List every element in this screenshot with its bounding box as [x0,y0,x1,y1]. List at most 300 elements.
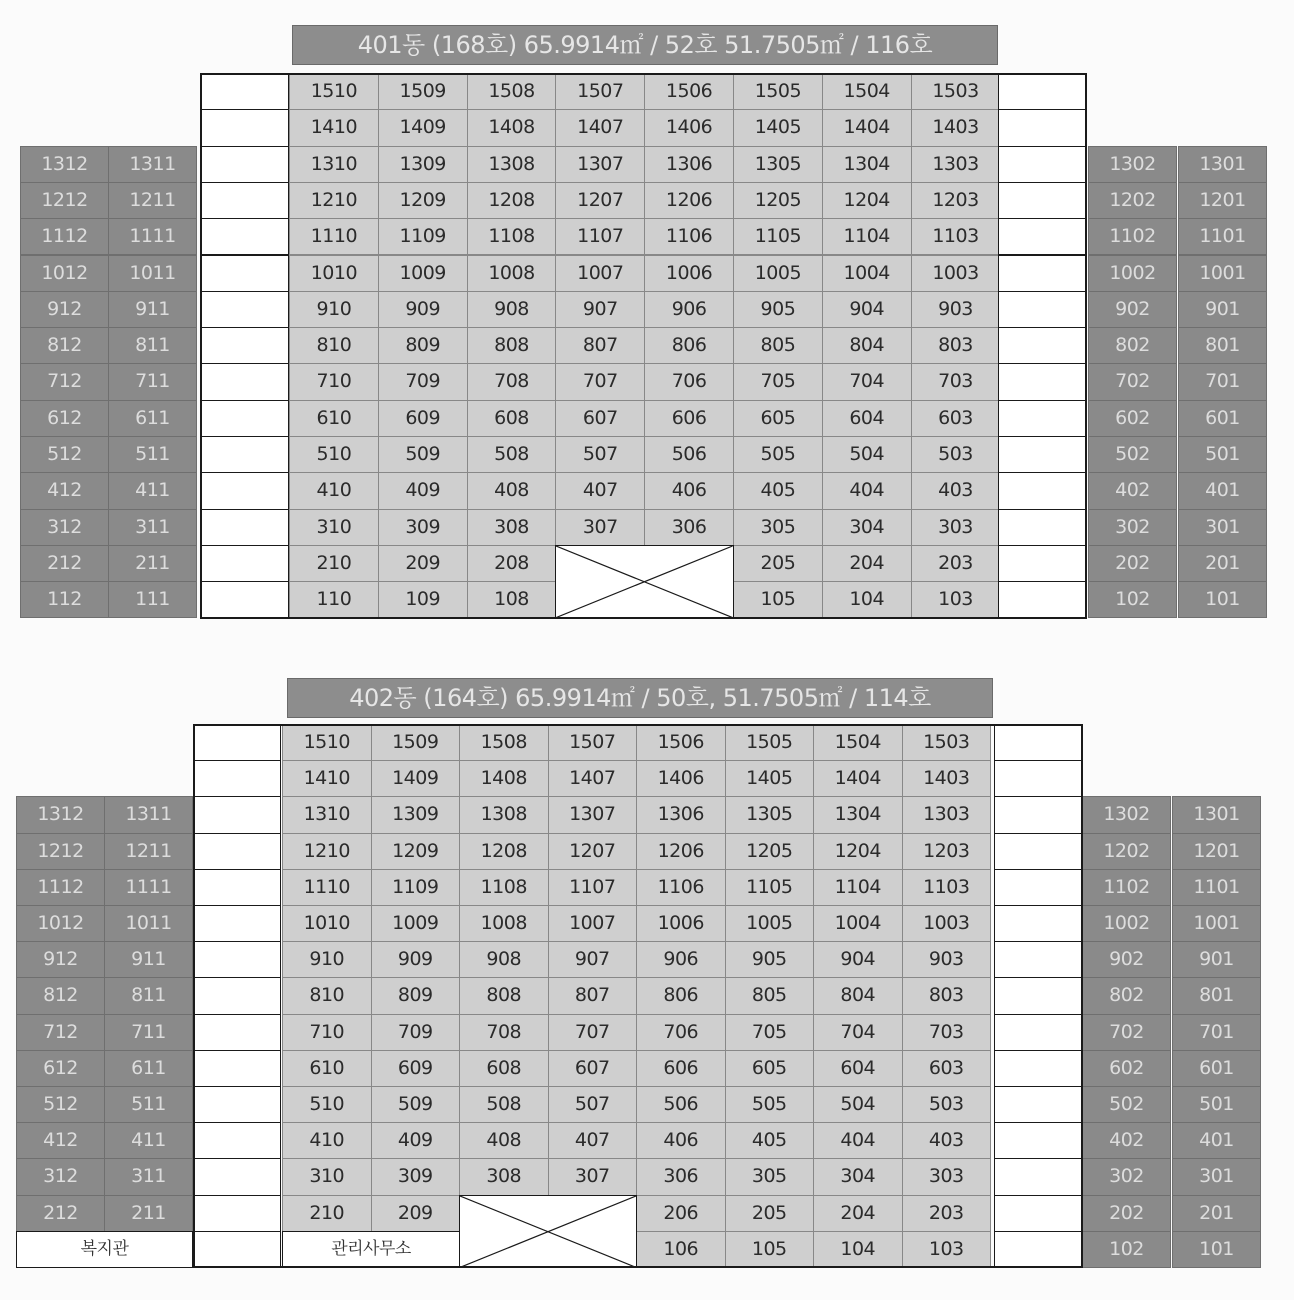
unit-cell-1410[interactable]: 1410 [282,760,372,797]
unit-cell-410[interactable]: 410 [289,472,379,509]
right-wing-unit-1202[interactable]: 1202 [1088,182,1177,219]
unit-cell-308[interactable]: 308 [459,1158,549,1195]
unit-cell-509[interactable]: 509 [378,436,468,473]
unit-cell-1509[interactable]: 1509 [378,73,468,110]
unit-cell-210[interactable]: 210 [282,1195,372,1232]
unit-cell-1507[interactable]: 1507 [548,724,638,761]
right-wing-unit-402[interactable]: 402 [1082,1122,1171,1159]
unit-cell-406[interactable]: 406 [644,472,734,509]
unit-cell-307[interactable]: 307 [555,509,645,546]
left-wing-unit-1012[interactable]: 1012 [16,905,105,942]
unit-cell-507[interactable]: 507 [555,436,645,473]
unit-cell-806[interactable]: 806 [636,977,726,1014]
unit-cell-1009[interactable]: 1009 [371,905,461,942]
unit-cell-605[interactable]: 605 [725,1050,815,1087]
right-wing-unit-301[interactable]: 301 [1172,1158,1261,1195]
unit-cell-604[interactable]: 604 [813,1050,903,1087]
right-wing-unit-1302[interactable]: 1302 [1088,146,1177,183]
unit-cell-707[interactable]: 707 [548,1014,638,1051]
left-wing-unit-911[interactable]: 911 [104,941,193,978]
unit-cell-809[interactable]: 809 [371,977,461,1014]
left-wing-unit-311[interactable]: 311 [104,1158,193,1195]
unit-cell-1209[interactable]: 1209 [378,182,468,219]
left-wing-unit-712[interactable]: 712 [16,1014,105,1051]
left-wing-unit-512[interactable]: 512 [20,436,109,473]
unit-cell-608[interactable]: 608 [459,1050,549,1087]
unit-cell-704[interactable]: 704 [813,1014,903,1051]
left-wing-unit-412[interactable]: 412 [16,1122,105,1159]
unit-cell-1308[interactable]: 1308 [459,796,549,833]
unit-cell-1310[interactable]: 1310 [282,796,372,833]
unit-cell-803[interactable]: 803 [902,977,992,1014]
unit-cell-1108[interactable]: 1108 [459,869,549,906]
right-wing-unit-401[interactable]: 401 [1178,472,1267,509]
left-wing-unit-1312[interactable]: 1312 [16,796,105,833]
unit-cell-904[interactable]: 904 [822,291,912,328]
unit-cell-609[interactable]: 609 [371,1050,461,1087]
unit-cell-1506[interactable]: 1506 [636,724,726,761]
right-wing-unit-602[interactable]: 602 [1082,1050,1171,1087]
right-wing-unit-802[interactable]: 802 [1088,327,1177,364]
unit-cell-1403[interactable]: 1403 [911,109,1001,146]
left-wing-unit-812[interactable]: 812 [16,977,105,1014]
right-wing-unit-901[interactable]: 901 [1172,941,1261,978]
unit-cell-1304[interactable]: 1304 [813,796,903,833]
right-wing-unit-1201[interactable]: 1201 [1178,182,1267,219]
unit-cell-609[interactable]: 609 [378,400,468,437]
unit-cell-809[interactable]: 809 [378,327,468,364]
unit-cell-103[interactable]: 103 [911,581,1001,618]
unit-cell-204[interactable]: 204 [813,1195,903,1232]
unit-cell-1004[interactable]: 1004 [822,255,912,292]
right-wing-unit-601[interactable]: 601 [1178,400,1267,437]
left-wing-unit-1311[interactable]: 1311 [104,796,193,833]
unit-cell-308[interactable]: 308 [467,509,557,546]
left-wing-unit-512[interactable]: 512 [16,1086,105,1123]
unit-cell-106[interactable]: 106 [636,1231,726,1268]
left-wing-unit-912[interactable]: 912 [20,291,109,328]
left-wing-unit-1112[interactable]: 1112 [20,218,109,255]
unit-cell-510[interactable]: 510 [282,1086,372,1123]
unit-cell-307[interactable]: 307 [548,1158,638,1195]
unit-cell-409[interactable]: 409 [378,472,468,509]
right-wing-unit-501[interactable]: 501 [1172,1086,1261,1123]
right-wing-unit-801[interactable]: 801 [1172,977,1261,1014]
unit-cell-1309[interactable]: 1309 [371,796,461,833]
left-wing-unit-1111[interactable]: 1111 [108,218,197,255]
unit-cell-104[interactable]: 104 [813,1231,903,1268]
left-wing-unit-812[interactable]: 812 [20,327,109,364]
unit-cell-904[interactable]: 904 [813,941,903,978]
right-wing-unit-902[interactable]: 902 [1088,291,1177,328]
left-wing-unit-811[interactable]: 811 [104,977,193,1014]
unit-cell-1507[interactable]: 1507 [555,73,645,110]
right-wing-unit-202[interactable]: 202 [1082,1195,1171,1232]
unit-cell-506[interactable]: 506 [644,436,734,473]
unit-cell-103[interactable]: 103 [902,1231,992,1268]
unit-cell-1303[interactable]: 1303 [902,796,992,833]
unit-cell-1306[interactable]: 1306 [636,796,726,833]
left-wing-unit-1211[interactable]: 1211 [104,833,193,870]
unit-cell-908[interactable]: 908 [459,941,549,978]
unit-cell-1508[interactable]: 1508 [467,73,557,110]
left-wing-unit-612[interactable]: 612 [20,400,109,437]
unit-cell-1005[interactable]: 1005 [725,905,815,942]
right-wing-unit-302[interactable]: 302 [1082,1158,1171,1195]
right-wing-unit-502[interactable]: 502 [1082,1086,1171,1123]
left-wing-unit-1212[interactable]: 1212 [16,833,105,870]
unit-cell-208[interactable]: 208 [467,545,557,582]
unit-cell-1504[interactable]: 1504 [822,73,912,110]
unit-cell-1204[interactable]: 1204 [813,833,903,870]
unit-cell-509[interactable]: 509 [371,1086,461,1123]
unit-cell-906[interactable]: 906 [636,941,726,978]
left-wing-unit-611[interactable]: 611 [104,1050,193,1087]
unit-cell-210[interactable]: 210 [289,545,379,582]
unit-cell-1006[interactable]: 1006 [644,255,734,292]
unit-cell-910[interactable]: 910 [282,941,372,978]
unit-cell-407[interactable]: 407 [548,1122,638,1159]
unit-cell-1508[interactable]: 1508 [459,724,549,761]
unit-cell-1408[interactable]: 1408 [459,760,549,797]
left-wing-unit-211[interactable]: 211 [108,545,197,582]
unit-cell-806[interactable]: 806 [644,327,734,364]
unit-cell-407[interactable]: 407 [555,472,645,509]
unit-cell-907[interactable]: 907 [548,941,638,978]
unit-cell-707[interactable]: 707 [555,363,645,400]
left-wing-unit-711[interactable]: 711 [108,363,197,400]
right-wing-unit-702[interactable]: 702 [1088,363,1177,400]
left-wing-unit-1011[interactable]: 1011 [108,255,197,292]
unit-cell-1409[interactable]: 1409 [378,109,468,146]
unit-cell-1206[interactable]: 1206 [644,182,734,219]
right-wing-unit-1102[interactable]: 1102 [1088,218,1177,255]
unit-cell-1407[interactable]: 1407 [548,760,638,797]
unit-cell-1407[interactable]: 1407 [555,109,645,146]
unit-cell-1207[interactable]: 1207 [555,182,645,219]
unit-cell-1007[interactable]: 1007 [548,905,638,942]
unit-cell-1310[interactable]: 1310 [289,146,379,183]
unit-cell-908[interactable]: 908 [467,291,557,328]
unit-cell-209[interactable]: 209 [371,1195,461,1232]
unit-cell-1305[interactable]: 1305 [725,796,815,833]
unit-cell-905[interactable]: 905 [733,291,823,328]
unit-cell-405[interactable]: 405 [733,472,823,509]
unit-cell-304[interactable]: 304 [813,1158,903,1195]
unit-cell-1503[interactable]: 1503 [911,73,1001,110]
unit-cell-204[interactable]: 204 [822,545,912,582]
unit-cell-706[interactable]: 706 [644,363,734,400]
right-wing-unit-302[interactable]: 302 [1088,509,1177,546]
unit-cell-1103[interactable]: 1103 [902,869,992,906]
unit-cell-506[interactable]: 506 [636,1086,726,1123]
left-wing-unit-612[interactable]: 612 [16,1050,105,1087]
unit-cell-1308[interactable]: 1308 [467,146,557,183]
unit-cell-1509[interactable]: 1509 [371,724,461,761]
unit-cell-303[interactable]: 303 [911,509,1001,546]
unit-cell-808[interactable]: 808 [467,327,557,364]
unit-cell-1205[interactable]: 1205 [733,182,823,219]
unit-cell-1004[interactable]: 1004 [813,905,903,942]
unit-cell-306[interactable]: 306 [644,509,734,546]
unit-cell-807[interactable]: 807 [555,327,645,364]
unit-cell-810[interactable]: 810 [282,977,372,1014]
unit-cell-1104[interactable]: 1104 [813,869,903,906]
unit-cell-608[interactable]: 608 [467,400,557,437]
unit-cell-505[interactable]: 505 [725,1086,815,1123]
unit-cell-205[interactable]: 205 [733,545,823,582]
right-wing-unit-301[interactable]: 301 [1178,509,1267,546]
unit-cell-1007[interactable]: 1007 [555,255,645,292]
unit-cell-703[interactable]: 703 [911,363,1001,400]
unit-cell-1103[interactable]: 1103 [911,218,1001,255]
left-wing-unit-1111[interactable]: 1111 [104,869,193,906]
unit-cell-1009[interactable]: 1009 [378,255,468,292]
unit-cell-505[interactable]: 505 [733,436,823,473]
unit-cell-1505[interactable]: 1505 [725,724,815,761]
unit-cell-603[interactable]: 603 [911,400,1001,437]
unit-cell-408[interactable]: 408 [459,1122,549,1159]
unit-cell-1107[interactable]: 1107 [548,869,638,906]
unit-cell-404[interactable]: 404 [813,1122,903,1159]
left-wing-unit-1311[interactable]: 1311 [108,146,197,183]
unit-cell-1505[interactable]: 1505 [733,73,823,110]
unit-cell-1110[interactable]: 1110 [289,218,379,255]
left-wing-unit-511[interactable]: 511 [108,436,197,473]
left-wing-unit-1011[interactable]: 1011 [104,905,193,942]
unit-cell-1307[interactable]: 1307 [548,796,638,833]
unit-cell-1404[interactable]: 1404 [813,760,903,797]
right-wing-unit-401[interactable]: 401 [1172,1122,1261,1159]
unit-cell-1109[interactable]: 1109 [371,869,461,906]
right-wing-unit-1301[interactable]: 1301 [1178,146,1267,183]
left-wing-unit-412[interactable]: 412 [20,472,109,509]
unit-cell-909[interactable]: 909 [371,941,461,978]
unit-cell-410[interactable]: 410 [282,1122,372,1159]
left-wing-unit-611[interactable]: 611 [108,400,197,437]
left-wing-unit-1112[interactable]: 1112 [16,869,105,906]
unit-cell-903[interactable]: 903 [911,291,1001,328]
unit-cell-909[interactable]: 909 [378,291,468,328]
unit-cell-709[interactable]: 709 [371,1014,461,1051]
right-wing-unit-702[interactable]: 702 [1082,1014,1171,1051]
right-wing-unit-1201[interactable]: 1201 [1172,833,1261,870]
unit-cell-903[interactable]: 903 [902,941,992,978]
unit-cell-1010[interactable]: 1010 [289,255,379,292]
unit-cell-705[interactable]: 705 [725,1014,815,1051]
right-wing-unit-901[interactable]: 901 [1178,291,1267,328]
unit-cell-1006[interactable]: 1006 [636,905,726,942]
unit-cell-1209[interactable]: 1209 [371,833,461,870]
unit-cell-110[interactable]: 110 [289,581,379,618]
unit-cell-403[interactable]: 403 [911,472,1001,509]
unit-cell-403[interactable]: 403 [902,1122,992,1159]
unit-cell-409[interactable]: 409 [371,1122,461,1159]
unit-cell-310[interactable]: 310 [282,1158,372,1195]
right-wing-unit-202[interactable]: 202 [1088,545,1177,582]
unit-cell-404[interactable]: 404 [822,472,912,509]
right-wing-unit-1001[interactable]: 1001 [1178,255,1267,292]
unit-cell-1203[interactable]: 1203 [911,182,1001,219]
right-wing-unit-1101[interactable]: 1101 [1178,218,1267,255]
unit-cell-1405[interactable]: 1405 [733,109,823,146]
unit-cell-1305[interactable]: 1305 [733,146,823,183]
unit-cell-1409[interactable]: 1409 [371,760,461,797]
unit-cell-1008[interactable]: 1008 [459,905,549,942]
unit-cell-1510[interactable]: 1510 [282,724,372,761]
unit-cell-610[interactable]: 610 [289,400,379,437]
unit-cell-203[interactable]: 203 [902,1195,992,1232]
unit-cell-406[interactable]: 406 [636,1122,726,1159]
unit-cell-1003[interactable]: 1003 [902,905,992,942]
unit-cell-1307[interactable]: 1307 [555,146,645,183]
left-wing-unit-912[interactable]: 912 [16,941,105,978]
unit-cell-805[interactable]: 805 [725,977,815,1014]
right-wing-unit-201[interactable]: 201 [1172,1195,1261,1232]
right-wing-unit-701[interactable]: 701 [1178,363,1267,400]
unit-cell-504[interactable]: 504 [822,436,912,473]
unit-cell-604[interactable]: 604 [822,400,912,437]
unit-cell-704[interactable]: 704 [822,363,912,400]
unit-cell-309[interactable]: 309 [371,1158,461,1195]
right-wing-unit-602[interactable]: 602 [1088,400,1177,437]
unit-cell-1306[interactable]: 1306 [644,146,734,183]
unit-cell-1506[interactable]: 1506 [644,73,734,110]
unit-cell-304[interactable]: 304 [822,509,912,546]
unit-cell-1008[interactable]: 1008 [467,255,557,292]
left-wing-unit-712[interactable]: 712 [20,363,109,400]
right-wing-unit-1001[interactable]: 1001 [1172,905,1261,942]
unit-cell-1204[interactable]: 1204 [822,182,912,219]
unit-cell-1005[interactable]: 1005 [733,255,823,292]
left-wing-unit-811[interactable]: 811 [108,327,197,364]
unit-cell-1304[interactable]: 1304 [822,146,912,183]
left-wing-unit-312[interactable]: 312 [16,1158,105,1195]
left-wing-unit-911[interactable]: 911 [108,291,197,328]
unit-cell-907[interactable]: 907 [555,291,645,328]
unit-cell-710[interactable]: 710 [282,1014,372,1051]
unit-cell-305[interactable]: 305 [725,1158,815,1195]
left-wing-unit-1012[interactable]: 1012 [20,255,109,292]
unit-cell-805[interactable]: 805 [733,327,823,364]
unit-cell-1106[interactable]: 1106 [636,869,726,906]
right-wing-unit-1202[interactable]: 1202 [1082,833,1171,870]
unit-cell-709[interactable]: 709 [378,363,468,400]
unit-cell-508[interactable]: 508 [467,436,557,473]
left-wing-unit-111[interactable]: 111 [108,581,197,618]
unit-cell-503[interactable]: 503 [902,1086,992,1123]
unit-cell-1309[interactable]: 1309 [378,146,468,183]
unit-cell-607[interactable]: 607 [555,400,645,437]
unit-cell-205[interactable]: 205 [725,1195,815,1232]
unit-cell-1110[interactable]: 1110 [282,869,372,906]
left-wing-unit-411[interactable]: 411 [108,472,197,509]
right-wing-unit-101[interactable]: 101 [1172,1231,1261,1268]
unit-cell-203[interactable]: 203 [911,545,1001,582]
unit-cell-705[interactable]: 705 [733,363,823,400]
unit-cell-1406[interactable]: 1406 [636,760,726,797]
unit-cell-808[interactable]: 808 [459,977,549,1014]
unit-cell-504[interactable]: 504 [813,1086,903,1123]
unit-cell-710[interactable]: 710 [289,363,379,400]
unit-cell-306[interactable]: 306 [636,1158,726,1195]
right-wing-unit-801[interactable]: 801 [1178,327,1267,364]
unit-cell-708[interactable]: 708 [467,363,557,400]
unit-cell-303[interactable]: 303 [902,1158,992,1195]
left-wing-unit-212[interactable]: 212 [20,545,109,582]
right-wing-unit-1301[interactable]: 1301 [1172,796,1261,833]
unit-cell-305[interactable]: 305 [733,509,823,546]
right-wing-unit-102[interactable]: 102 [1082,1231,1171,1268]
unit-cell-1404[interactable]: 1404 [822,109,912,146]
right-wing-unit-1101[interactable]: 1101 [1172,869,1261,906]
left-wing-unit-511[interactable]: 511 [104,1086,193,1123]
unit-cell-1206[interactable]: 1206 [636,833,726,870]
right-wing-unit-1302[interactable]: 1302 [1082,796,1171,833]
right-wing-unit-1002[interactable]: 1002 [1082,905,1171,942]
unit-cell-1208[interactable]: 1208 [467,182,557,219]
left-wing-unit-112[interactable]: 112 [20,581,109,618]
unit-cell-1106[interactable]: 1106 [644,218,734,255]
unit-cell-605[interactable]: 605 [733,400,823,437]
unit-cell-105[interactable]: 105 [725,1231,815,1268]
right-wing-unit-701[interactable]: 701 [1172,1014,1261,1051]
unit-cell-1510[interactable]: 1510 [289,73,379,110]
unit-cell-1207[interactable]: 1207 [548,833,638,870]
unit-cell-804[interactable]: 804 [813,977,903,1014]
unit-cell-803[interactable]: 803 [911,327,1001,364]
unit-cell-1205[interactable]: 1205 [725,833,815,870]
unit-cell-108[interactable]: 108 [467,581,557,618]
right-wing-unit-902[interactable]: 902 [1082,941,1171,978]
left-wing-unit-711[interactable]: 711 [104,1014,193,1051]
unit-cell-1403[interactable]: 1403 [902,760,992,797]
left-wing-unit-411[interactable]: 411 [104,1122,193,1159]
right-wing-unit-601[interactable]: 601 [1172,1050,1261,1087]
unit-cell-209[interactable]: 209 [378,545,468,582]
unit-cell-508[interactable]: 508 [459,1086,549,1123]
unit-cell-1504[interactable]: 1504 [813,724,903,761]
unit-cell-1107[interactable]: 1107 [555,218,645,255]
unit-cell-1410[interactable]: 1410 [289,109,379,146]
left-wing-unit-211[interactable]: 211 [104,1195,193,1232]
unit-cell-905[interactable]: 905 [725,941,815,978]
unit-cell-1408[interactable]: 1408 [467,109,557,146]
unit-cell-1104[interactable]: 1104 [822,218,912,255]
unit-cell-408[interactable]: 408 [467,472,557,509]
unit-cell-1105[interactable]: 1105 [725,869,815,906]
unit-cell-1303[interactable]: 1303 [911,146,1001,183]
unit-cell-1210[interactable]: 1210 [289,182,379,219]
right-wing-unit-502[interactable]: 502 [1088,436,1177,473]
unit-cell-606[interactable]: 606 [644,400,734,437]
unit-cell-510[interactable]: 510 [289,436,379,473]
unit-cell-1003[interactable]: 1003 [911,255,1001,292]
unit-cell-310[interactable]: 310 [289,509,379,546]
right-wing-unit-402[interactable]: 402 [1088,472,1177,509]
unit-cell-810[interactable]: 810 [289,327,379,364]
left-wing-unit-1212[interactable]: 1212 [20,182,109,219]
unit-cell-1405[interactable]: 1405 [725,760,815,797]
right-wing-unit-1102[interactable]: 1102 [1082,869,1171,906]
unit-cell-405[interactable]: 405 [725,1122,815,1159]
unit-cell-603[interactable]: 603 [902,1050,992,1087]
right-wing-unit-102[interactable]: 102 [1088,581,1177,618]
unit-cell-703[interactable]: 703 [902,1014,992,1051]
left-wing-unit-312[interactable]: 312 [20,509,109,546]
unit-cell-1208[interactable]: 1208 [459,833,549,870]
unit-cell-607[interactable]: 607 [548,1050,638,1087]
